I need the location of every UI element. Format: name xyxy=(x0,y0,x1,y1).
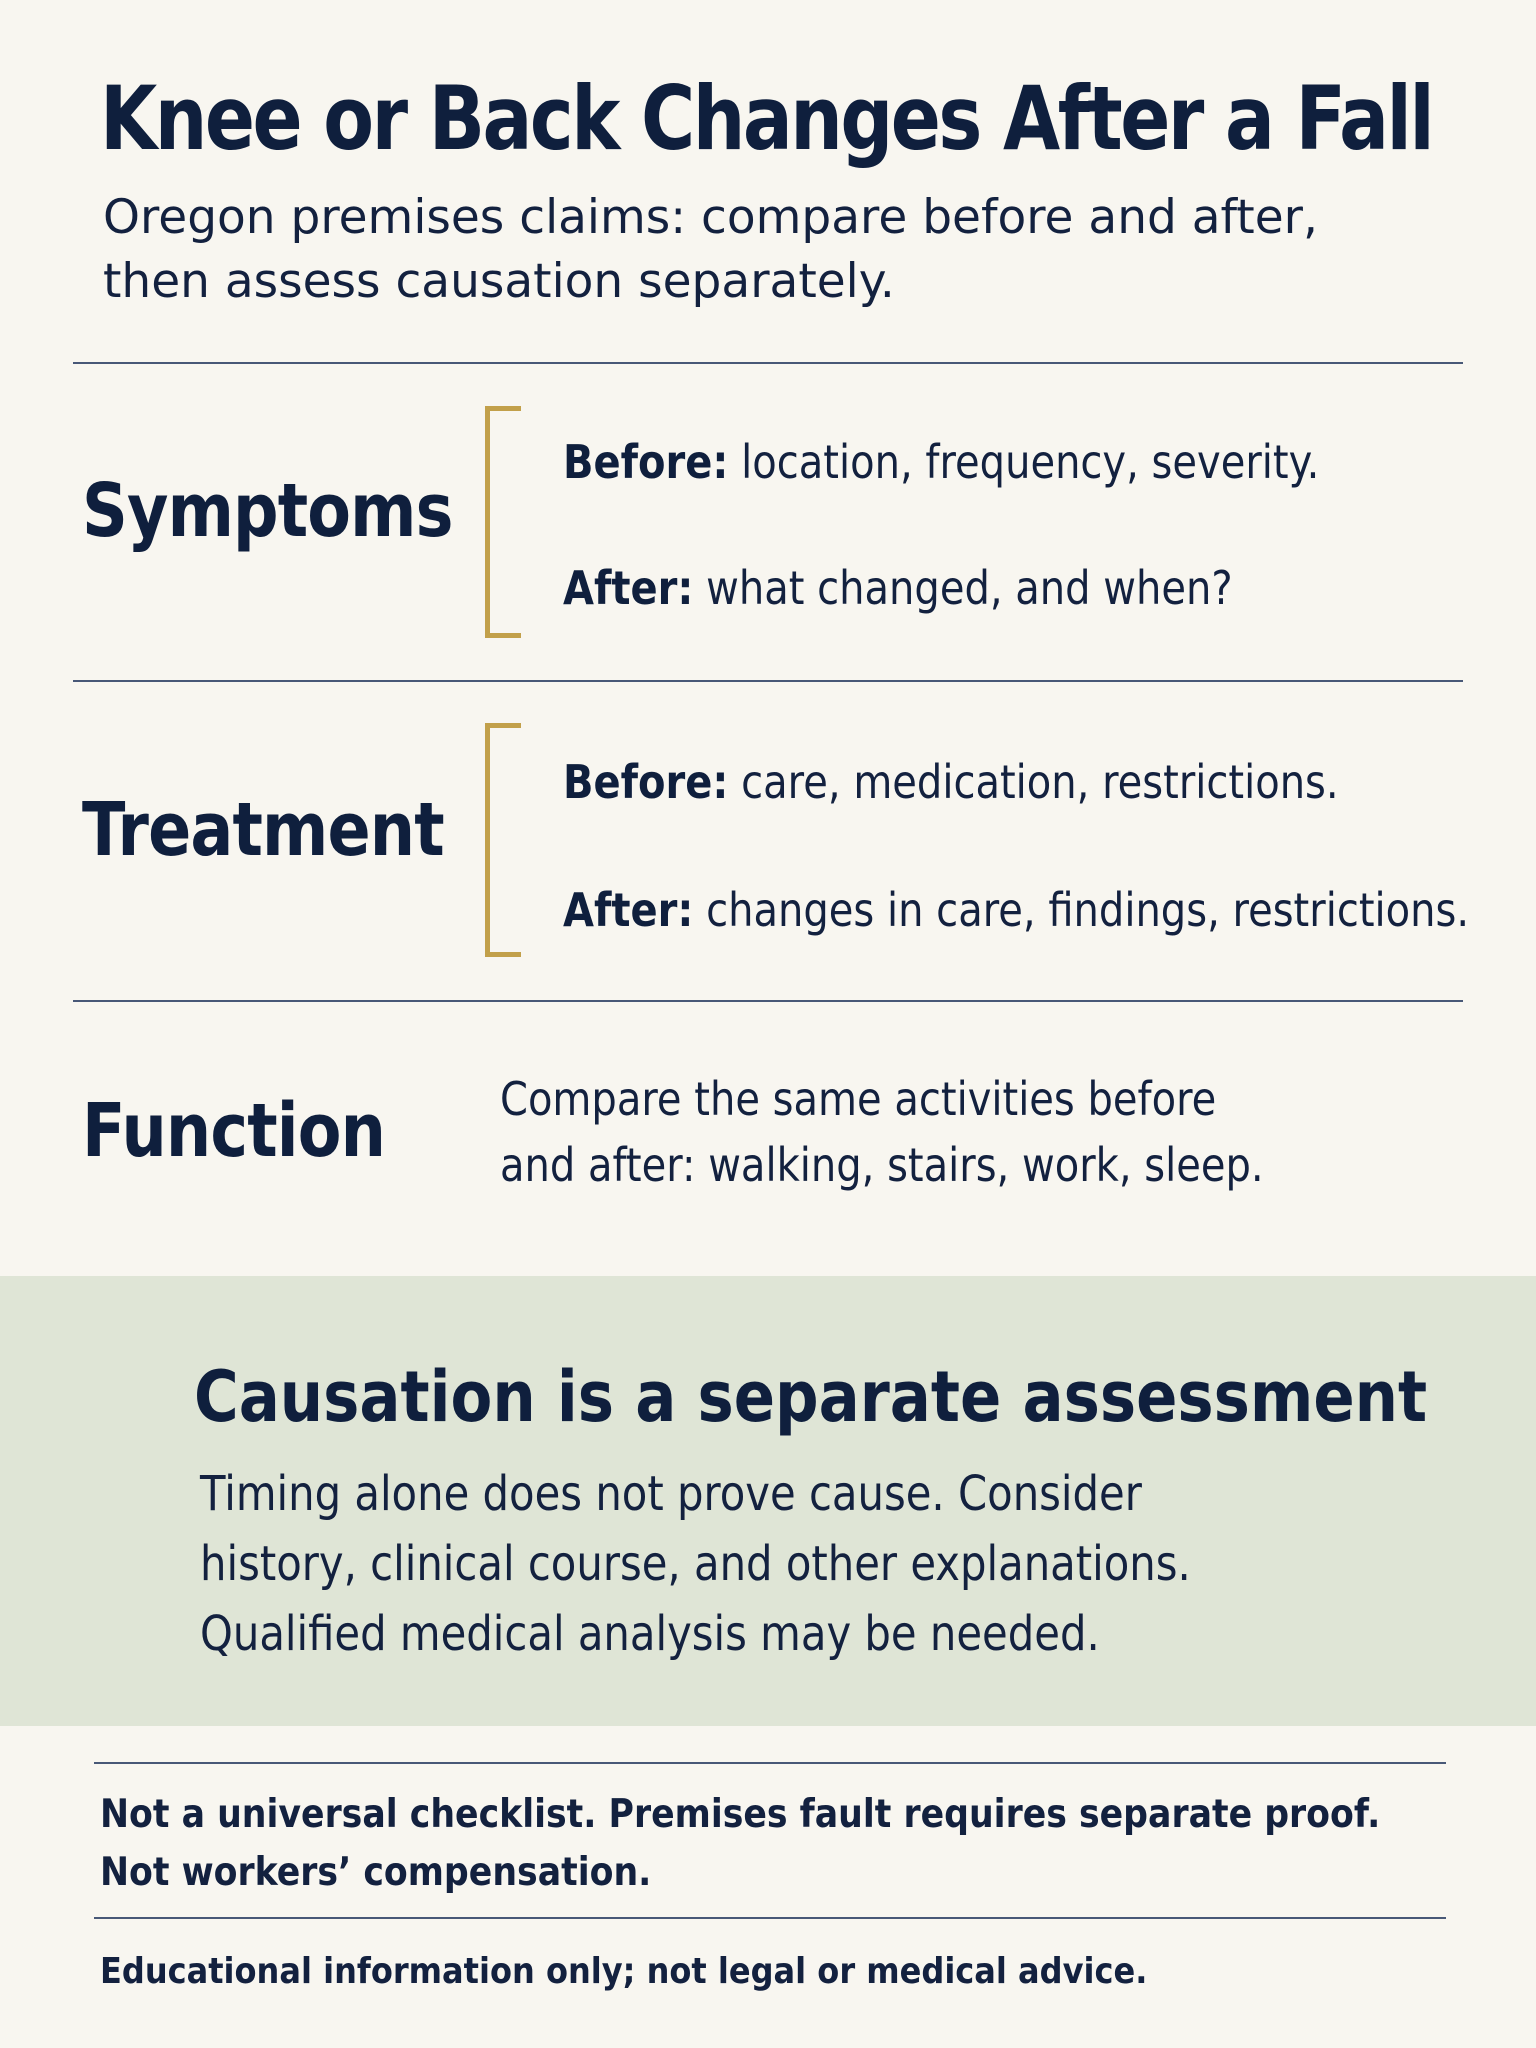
treatment-before-lead: Before: xyxy=(563,755,729,809)
section-label-symptoms: Symptoms xyxy=(82,468,453,554)
section-label-treatment: Treatment xyxy=(82,787,444,873)
symptoms-before-text: location, frequency, severity. xyxy=(741,435,1320,489)
divider-top xyxy=(73,362,1463,364)
bracket-treatment xyxy=(485,723,521,957)
symptoms-after-lead: After: xyxy=(563,561,694,615)
section-label-function: Function xyxy=(82,1088,386,1174)
symptoms-before-lead: Before: xyxy=(563,435,729,489)
symptoms-after-line xyxy=(563,558,1233,618)
treatment-after-text: changes in care, findings, restrictions. xyxy=(706,883,1470,937)
divider-symptoms xyxy=(73,680,1463,682)
symptoms-before-line xyxy=(563,432,1319,492)
divider-footer-top xyxy=(94,1762,1446,1764)
symptoms-after-text: what changed, and when? xyxy=(706,561,1233,615)
function-text: Compare the same activities before and after: walking, stairs, work, sleep. xyxy=(500,1072,1264,1192)
treatment-after-line xyxy=(563,880,1469,940)
bracket-symptoms xyxy=(485,406,521,638)
footnote-text: Educational information only; not legal or medical advice. xyxy=(100,1951,1148,1992)
treatment-after-lead: After: xyxy=(563,883,694,937)
treatment-before-text: care, medication, restrictions. xyxy=(741,755,1339,809)
divider-footer-bottom xyxy=(94,1917,1446,1919)
page-subtitle: Oregon premises claims: compare before and after, then assess causation separately. xyxy=(103,190,1318,309)
treatment-before-line xyxy=(563,752,1339,812)
callout-title: Causation is a separate assessment xyxy=(194,1356,1428,1438)
divider-treatment xyxy=(73,1000,1463,1002)
disclaimer-text: Not a universal checklist. Premises fault requires separate proof. Not workers’ compensation. xyxy=(100,1792,1381,1895)
callout-body: Timing alone does not prove cause. Consider history, clinical course, and other explanations. Qualified medical analysis may be needed. xyxy=(200,1466,1191,1662)
page-title: Knee or Back Changes After a Fall xyxy=(100,67,1433,170)
